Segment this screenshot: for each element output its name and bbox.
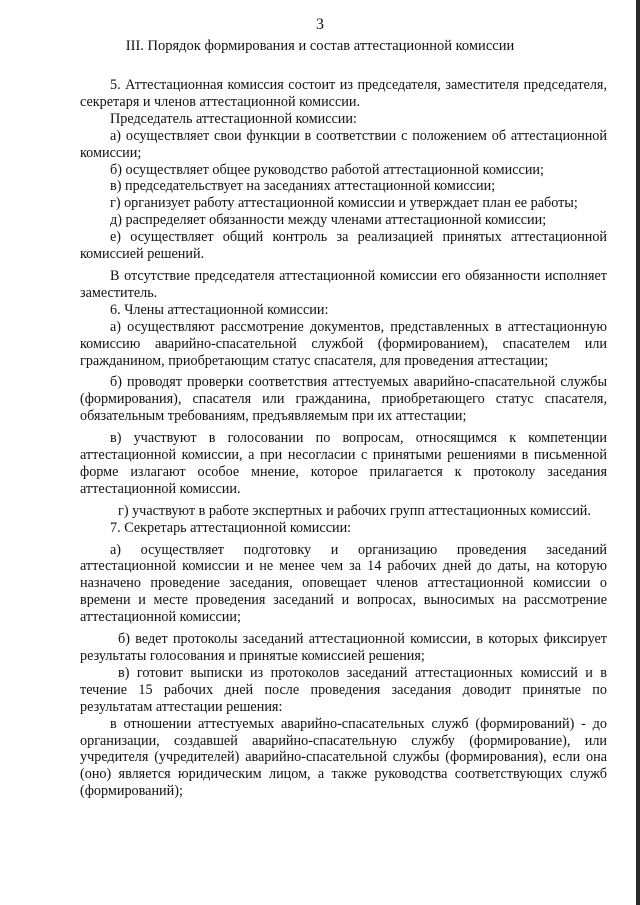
- paragraph: г) участвуют в работе экспертных и рабочих групп аттестационных комиссий.: [118, 502, 591, 519]
- page-number: 3: [316, 16, 324, 33]
- paragraph: В отсутствие председателя аттестационной комиссии его обязанности исполняет заместитель.: [80, 267, 607, 301]
- paragraph: а) осуществляет подготовку и организацию проведения заседаний аттестационной комиссии и не менее чем за 14 рабочих дней до даты, на которую назначено проведение заседания, оповещает членов аттестационной комиссии о времени и месте проведения заседаний и вопросах, выносимых на рассмотрение аттестационной комиссии;: [80, 541, 607, 626]
- paragraph: а) осуществляют рассмотрение документов, представленных в аттестационную комиссию аварийно-спасательной службой (формированием), спасателем или гражданином, приобретающим статус спасателя, для проведения аттестации;: [80, 318, 607, 369]
- paragraph: а) осуществляет свои функции в соответствии с положением об аттестационной комиссии;: [80, 127, 607, 161]
- paragraph: в) готовит выписки из протоколов заседаний аттестационных комиссий и в течение 15 рабочих дней после проведения заседания доводит принятые по результатам аттестации решения:: [80, 664, 607, 715]
- section-title: III. Порядок формирования и состав аттестационной комиссии: [125, 38, 515, 54]
- paragraph: б) ведет протоколы заседаний аттестационной комиссии, в которых фиксирует результаты голосования и принятые комиссией решения;: [80, 631, 607, 664]
- paragraph: б) осуществляет общее руководство работой аттестационной комиссии;: [110, 161, 544, 178]
- scan-edge: [636, 0, 640, 905]
- document-body: [80, 72, 607, 800]
- paragraph: е) осуществляет общий контроль за реализацией принятых аттестационной комиссией решений.: [80, 229, 607, 263]
- paragraph: Председатель аттестационной комиссии:: [110, 110, 357, 127]
- paragraph: д) распределяет обязанности между членами аттестационной комиссии;: [110, 212, 547, 229]
- paragraph: 5. Аттестационная комиссия состоит из председателя, заместителя председателя, секретаря и членов аттестационной комиссии.: [80, 77, 607, 110]
- paragraph: в) участвуют в голосовании по вопросам, относящимся к компетенции аттестационной комиссии, а при несогласии с принятыми решениями в письменной форме излагают особое мнение, которое прилагается к протоколу заседания аттестационной комиссии.: [80, 430, 607, 497]
- paragraph: 7. Секретарь аттестационной комиссии:: [110, 519, 352, 536]
- paragraph: в отношении аттестуемых аварийно-спасательных служб (формирований) - до организации, создавшей аварийно-спасательную службу (формирование), или учредителя (учредителей) аварийно-спасательной службы (формирования), если она (оно) является юридическим лицом, а также руководства соответствующих служб (формирований);: [80, 715, 607, 800]
- paragraph: в) председательствует на заседаниях аттестационной комиссии;: [110, 178, 496, 195]
- paragraph: г) организует работу аттестационной комиссии и утверждает план ее работы;: [110, 195, 578, 212]
- paragraph: б) проводят проверки соответствия аттестуемых аварийно-спасательной службы (формирования), спасателя или гражданина, приобретающего статус спасателя, обязательным требованиям, предъявляемым при их аттестации;: [80, 374, 607, 425]
- paragraph: 6. Члены аттестационной комиссии:: [110, 301, 329, 318]
